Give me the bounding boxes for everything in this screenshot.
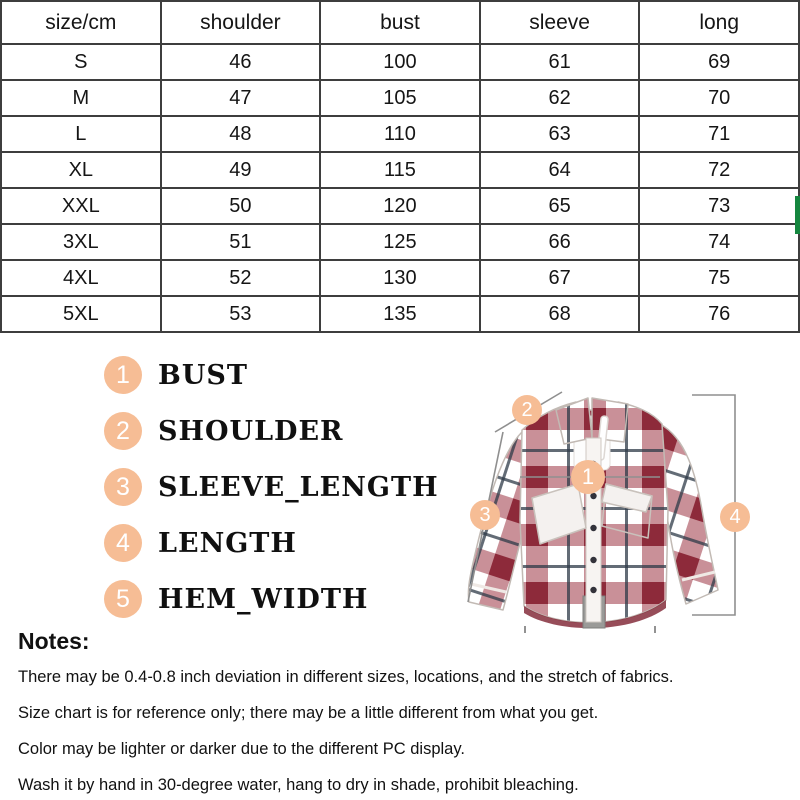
table-row-5xl	[1, 296, 799, 332]
cell-shoulder: 53	[161, 296, 321, 332]
cell-sleeve: 64	[480, 152, 640, 188]
legend-label-length: LENGTH	[158, 527, 297, 559]
cell-sleeve: 68	[480, 296, 640, 332]
note-line-deviation: There may be 0.4-0.8 inch deviation in different sizes, locations, and the stretch of fabrics.	[18, 668, 674, 686]
header-long: long	[639, 1, 799, 44]
table-row-4xl	[1, 260, 799, 296]
cell-shoulder: 49	[161, 152, 321, 188]
header-sleeve: sleeve	[480, 1, 640, 44]
diagram-marker-4-length: 4	[720, 502, 750, 532]
legend-marker-3-icon: 3	[104, 468, 142, 506]
note-line-wash: Wash it by hand in 30-degree water, hang to dry in shade, prohibit bleaching.	[18, 776, 579, 794]
table-row-m	[1, 80, 799, 116]
cell-sleeve: 67	[480, 260, 640, 296]
cell-long: 70	[639, 80, 799, 116]
cell-bust: 100	[320, 44, 480, 80]
cell-size: XXL	[1, 188, 161, 224]
cell-size: S	[1, 44, 161, 80]
cell-bust: 130	[320, 260, 480, 296]
legend-label-bust: BUST	[158, 359, 248, 391]
legend-item-hem-width	[104, 580, 439, 618]
cell-long: 76	[639, 296, 799, 332]
cell-bust: 110	[320, 116, 480, 152]
legend-marker-1-icon: 1	[104, 356, 142, 394]
cell-size: L	[1, 116, 161, 152]
legend-item-sleeve-length	[104, 468, 439, 506]
cell-shoulder: 51	[161, 224, 321, 260]
cell-sleeve: 66	[480, 224, 640, 260]
measurement-legend	[104, 356, 439, 636]
diagram-marker-1-bust: 1	[571, 460, 605, 494]
cell-size: 5XL	[1, 296, 161, 332]
table-row-xxl	[1, 188, 799, 224]
cell-bust: 125	[320, 224, 480, 260]
cell-sleeve: 65	[480, 188, 640, 224]
cell-size: XL	[1, 152, 161, 188]
legend-marker-4-icon: 4	[104, 524, 142, 562]
header-size: size/cm	[1, 1, 161, 44]
legend-item-bust	[104, 356, 439, 394]
legend-item-length	[104, 524, 439, 562]
cell-shoulder: 48	[161, 116, 321, 152]
cell-size: 3XL	[1, 224, 161, 260]
table-row-l	[1, 116, 799, 152]
size-table	[0, 0, 800, 333]
cell-long: 75	[639, 260, 799, 296]
cell-bust: 120	[320, 188, 480, 224]
shirt-measurement-diagram	[440, 380, 800, 642]
cell-sleeve: 63	[480, 116, 640, 152]
legend-marker-5-icon: 5	[104, 580, 142, 618]
cell-long: 69	[639, 44, 799, 80]
cell-shoulder: 47	[161, 80, 321, 116]
cell-bust: 135	[320, 296, 480, 332]
header-shoulder: shoulder	[161, 1, 321, 44]
cell-size: 4XL	[1, 260, 161, 296]
cell-long: 74	[639, 224, 799, 260]
header-bust: bust	[320, 1, 480, 44]
diagram-marker-2-shoulder: 2	[512, 395, 542, 425]
cell-shoulder: 50	[161, 188, 321, 224]
cell-sleeve: 62	[480, 80, 640, 116]
cell-long: 71	[639, 116, 799, 152]
table-row-s	[1, 44, 799, 80]
notes-title: Notes:	[18, 628, 90, 654]
legend-item-shoulder	[104, 412, 439, 450]
cell-shoulder: 52	[161, 260, 321, 296]
note-line-reference: Size chart is for reference only; there may be a little different from what you get.	[18, 704, 599, 722]
cell-bust: 105	[320, 80, 480, 116]
notes-section	[18, 628, 788, 800]
legend-label-hem-width: HEM_WIDTH	[158, 583, 369, 615]
legend-label-shoulder: SHOULDER	[158, 415, 344, 447]
table-header-row	[1, 1, 799, 44]
legend-marker-2-icon: 2	[104, 412, 142, 450]
cell-shoulder: 46	[161, 44, 321, 80]
table-row-xl	[1, 152, 799, 188]
cell-bust: 115	[320, 152, 480, 188]
cell-long: 73	[639, 188, 799, 224]
cell-sleeve: 61	[480, 44, 640, 80]
cell-size: M	[1, 80, 161, 116]
cell-long: 72	[639, 152, 799, 188]
note-line-color: Color may be lighter or darker due to the different PC display.	[18, 740, 465, 758]
diagram-marker-3-sleeve: 3	[470, 500, 500, 530]
legend-label-sleeve-length: SLEEVE_LENGTH	[158, 471, 439, 503]
green-border-accent	[795, 196, 800, 234]
table-row-3xl	[1, 224, 799, 260]
